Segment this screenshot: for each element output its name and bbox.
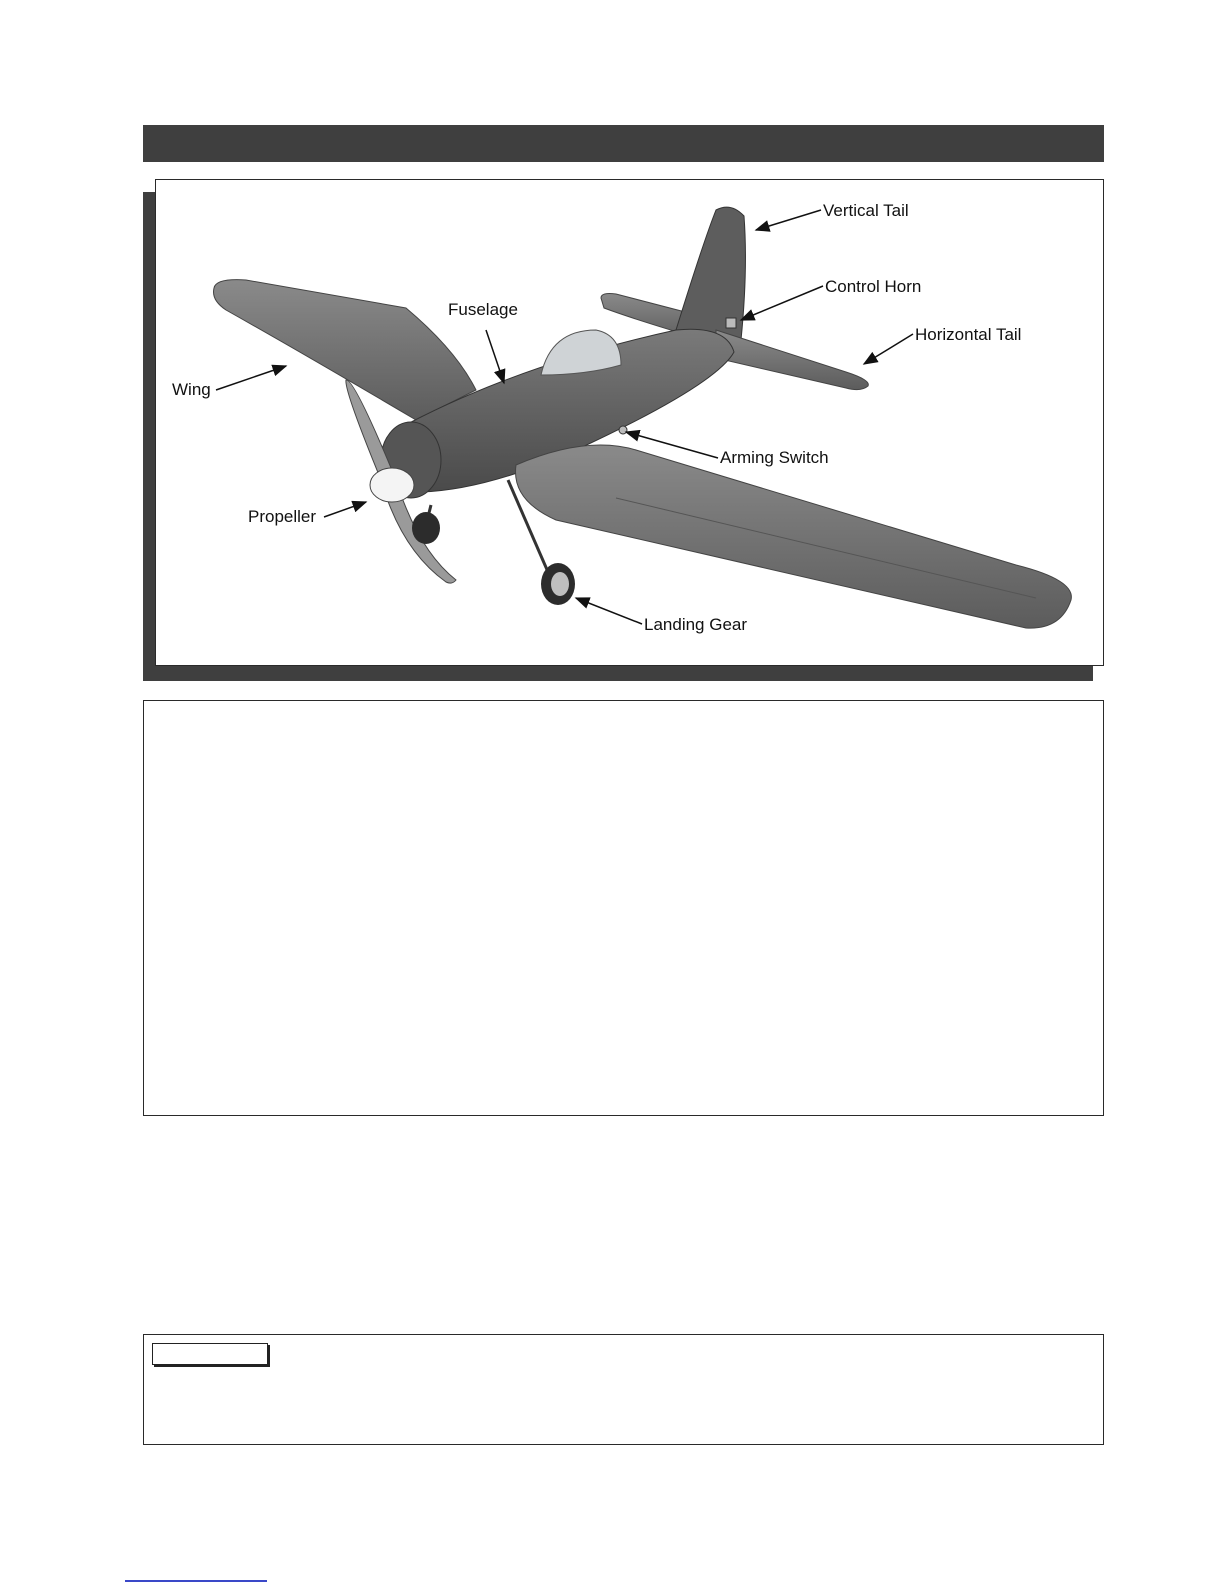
note-box (143, 1334, 1104, 1445)
label-control-horn: Control Horn (825, 277, 922, 296)
horizontal-tail-right (716, 330, 868, 390)
control-horn-piece (726, 318, 736, 328)
arrow-horizontal-tail (864, 334, 913, 364)
label-landing-gear: Landing Gear (644, 615, 748, 634)
label-horizontal-tail: Horizontal Tail (915, 325, 1022, 344)
arrow-wing (216, 366, 286, 390)
spinner (370, 468, 414, 502)
left-wing (214, 280, 477, 420)
label-wing: Wing (172, 380, 211, 399)
right-wing (516, 445, 1072, 628)
arrow-landing-gear (576, 598, 642, 624)
airplane-diagram (156, 180, 1105, 667)
arrow-fuselage (486, 330, 504, 383)
airplane-diagram-frame (155, 179, 1104, 666)
label-vertical-tail: Vertical Tail (823, 201, 909, 220)
arrow-vertical-tail (756, 210, 821, 230)
info-box (143, 700, 1104, 1116)
section-title-bar (143, 125, 1104, 162)
canopy (541, 330, 621, 375)
label-arming-switch: Arming Switch (720, 448, 829, 467)
footer-link-underline[interactable] (125, 1580, 267, 1582)
label-fuselage: Fuselage (448, 300, 518, 319)
arrow-control-horn (741, 286, 823, 320)
arming-switch-knob (619, 426, 627, 434)
label-propeller: Propeller (248, 507, 317, 526)
note-tag (152, 1343, 268, 1365)
left-wheel (412, 512, 440, 544)
arrow-propeller (324, 502, 366, 517)
